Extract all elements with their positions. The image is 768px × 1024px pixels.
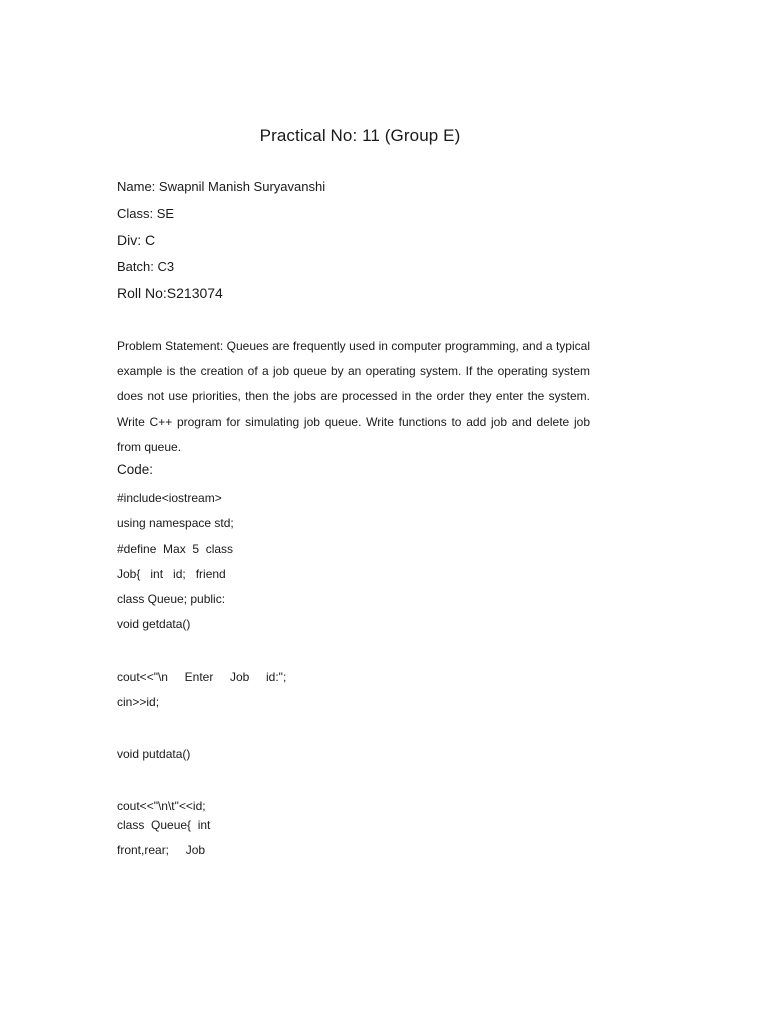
student-roll-number: Roll No:S213074 [117,285,223,301]
code-line: #include<iostream> [117,491,222,505]
code-line: class Queue{ int [117,818,211,832]
code-line: void getdata() [117,617,191,631]
code-line: class Queue; public: [117,592,226,606]
code-heading: Code: [117,462,154,477]
code-line: cin>>id; [117,695,160,709]
code-line: using namespace std; [117,516,234,530]
code-line: Job{ int id; friend [117,567,226,581]
code-line: cout<<"\n\t"<<id; [117,799,206,813]
student-batch: Batch: C3 [117,259,175,274]
student-name: Name: Swapnil Manish Suryavanshi [117,179,326,194]
problem-statement: Problem Statement: Queues are frequently used in computer programming, and a typical example is the creation of a job queue by an operating system. If the operating system does not use priorities, then the jobs are processed in the order they enter the system. Write C++ program for simulating job queue. Write functions to add job and delete job from queue. [117,339,590,454]
student-division: Div: C [117,232,156,248]
code-line: #define Max 5 class [117,542,234,556]
page-title: Practical No: 11 (Group E) [259,126,461,145]
student-class: Class: SE [117,206,175,221]
code-line: cout<<"\n Enter Job id:"; [117,670,287,684]
code-line: void putdata() [117,747,191,761]
code-line: front,rear; Job [117,843,206,857]
